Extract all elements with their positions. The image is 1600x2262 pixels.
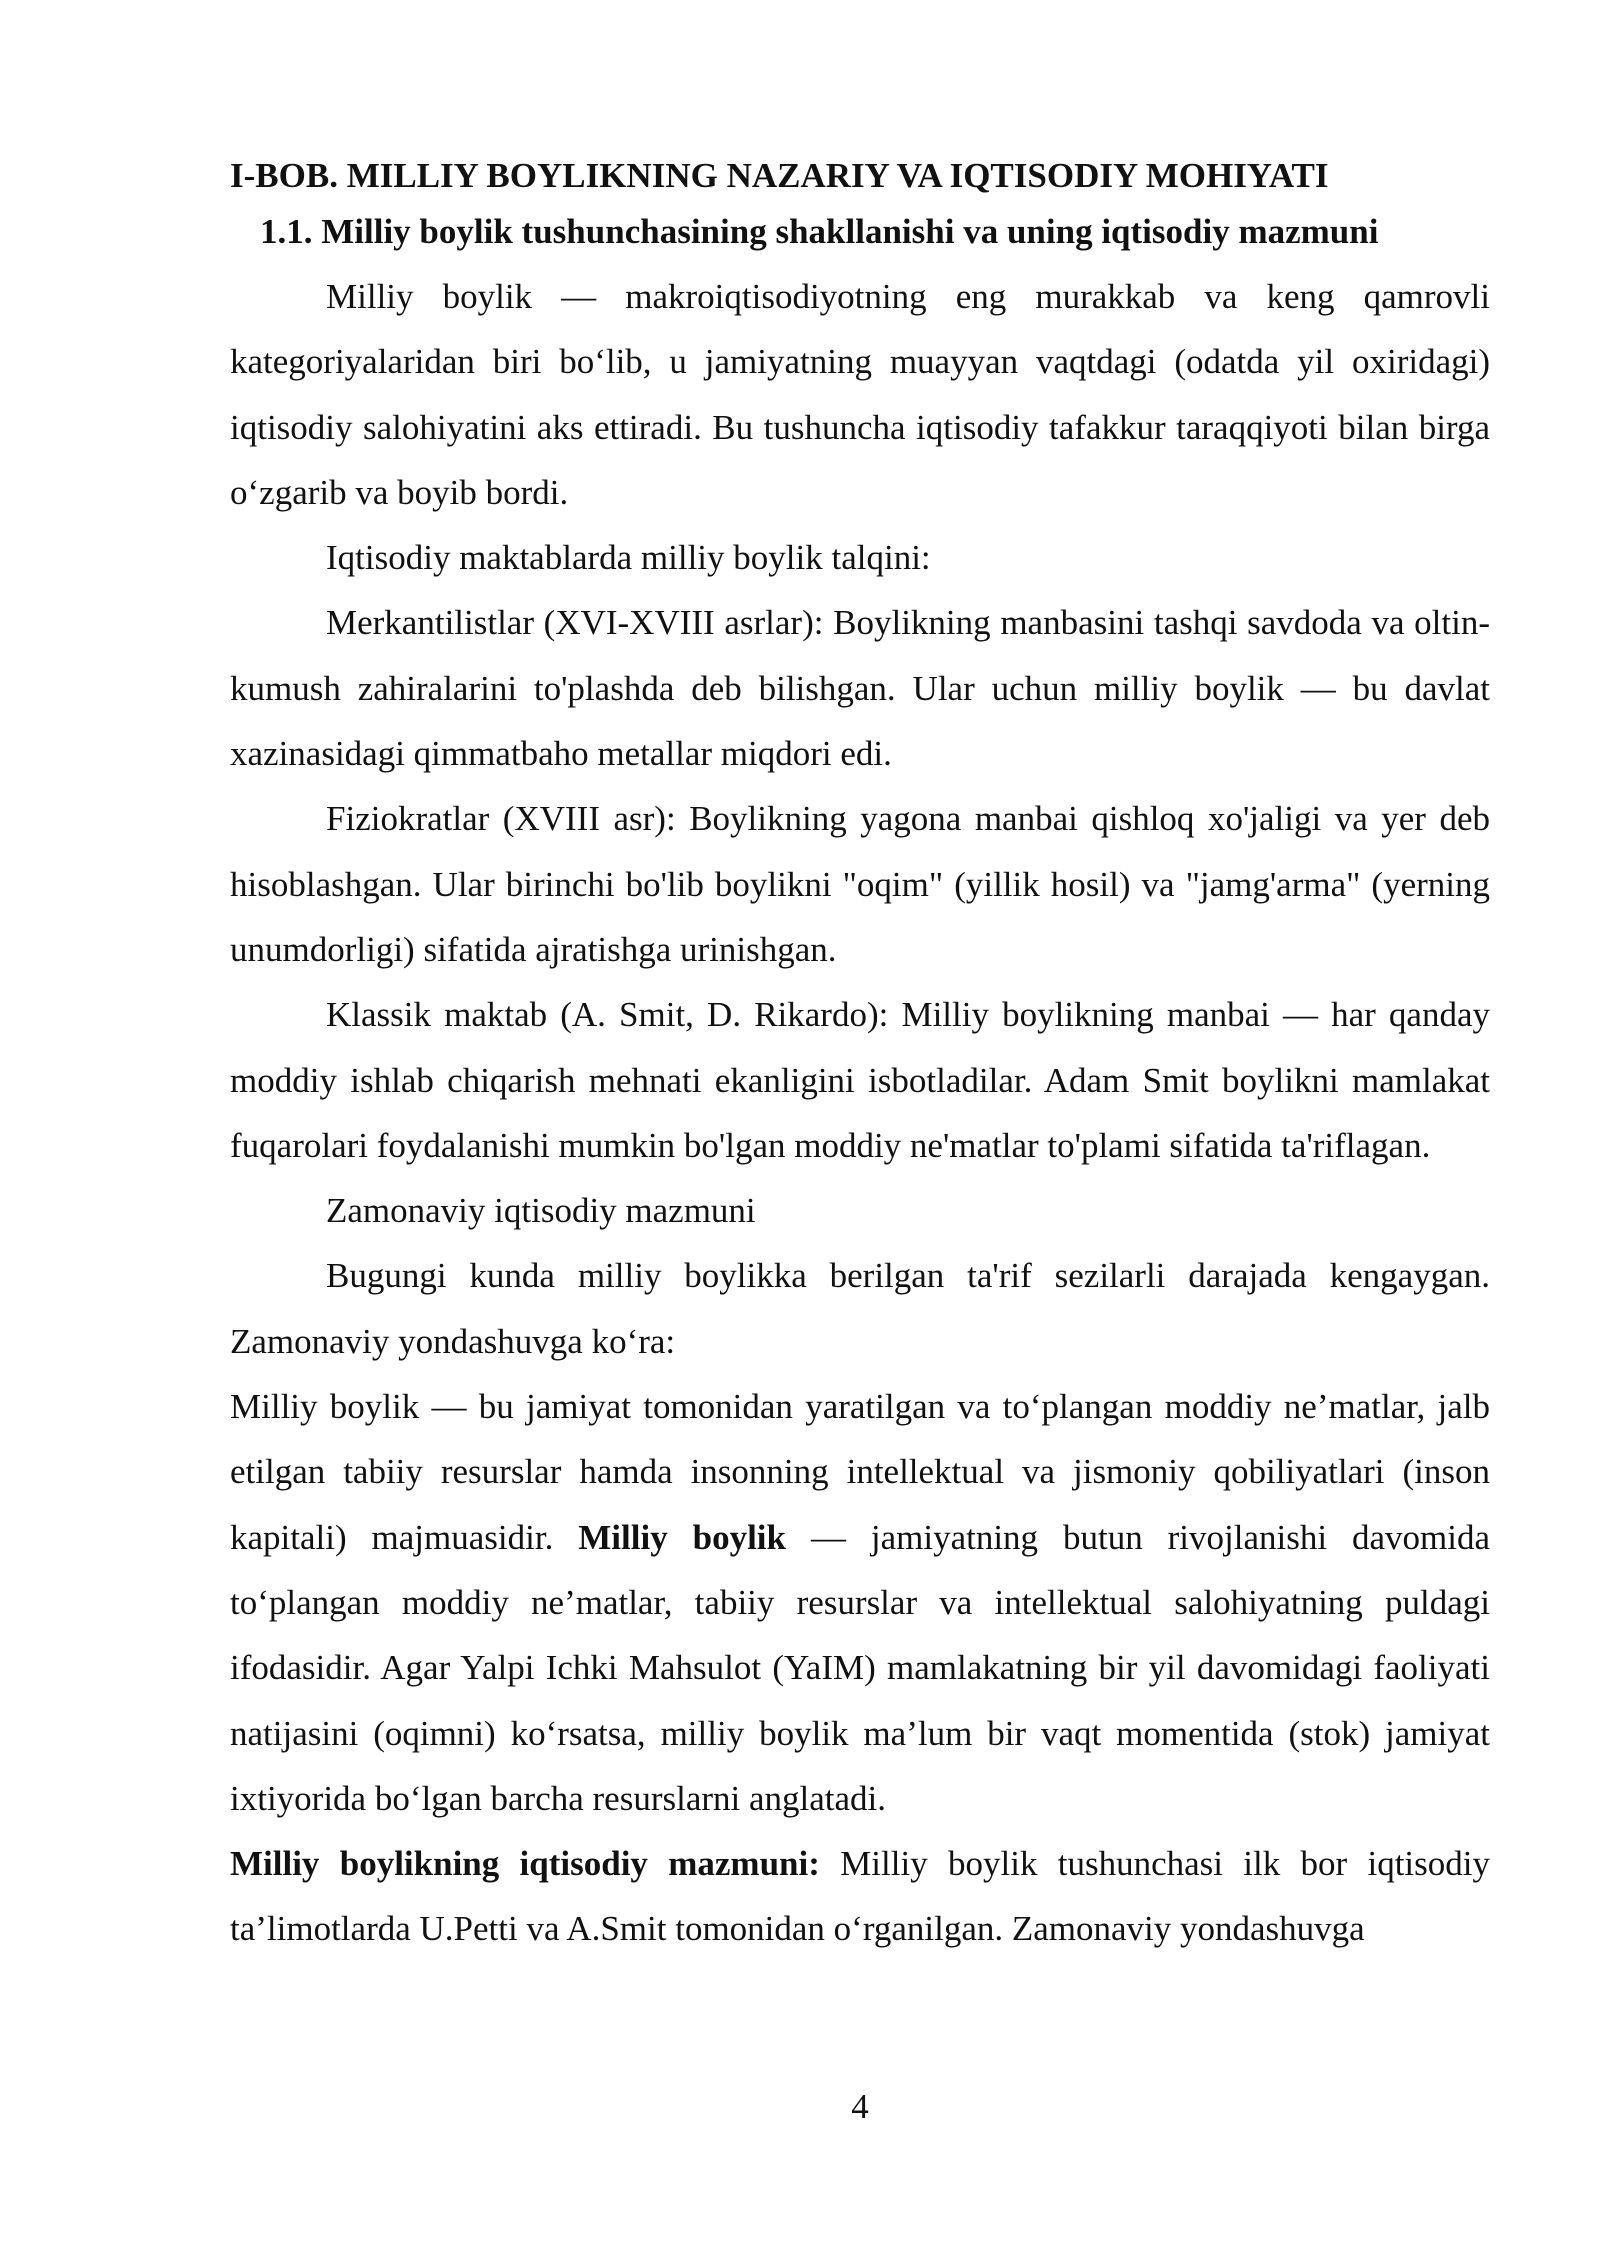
paragraph-national-wealth-text-b: — jamiyatning butun rivojlanishi davomida to‘plangan moddiy ne’matlar, tabiiy resurslar va intellektual salohiyatning puldagi ifodasidir. Agar Yalpi Ichki Mahsulot (YaIM) mamlakatning bir yil davomidagi faoliyati natijasini (oqimni) ko‘rsatsa, milliy boylik ma’lum bir vaqt momentida (stok) jamiyat ixtiyorida bo‘lgan barcha resurslarni anglatadi.: [230, 1517, 1491, 1818]
paragraph-economic-content-text: Milliy boylik tushunchasi ilk bor iqtisodiy ta’limotlarda U.Petti va A.Smit tomonidan o‘rganilgan. Zamonaviy yondashuvga: [230, 1844, 1490, 1949]
section-title: 1.1. Milliy boylik tushunchasining shakllanishi va uning iqtisodiy mazmuni: [260, 212, 1379, 251]
bold-term-milliy-boylik: Milliy boylik: [578, 1517, 787, 1557]
paragraph-modern-heading: Zamonaviy iqtisodiy mazmuni: [326, 1191, 756, 1231]
page-number: 4: [851, 2087, 869, 2126]
paragraph-mercantilists: Merkantilistlar (XVI-XVIII asrlar): Boylikning manbasini tashqi savdoda va oltin-kumush zahiralarini to'plashda deb bilishgan. Ular uchun milliy boylik — bu davlat xazinasidagi qimmatbaho metallar miqdori edi.: [230, 603, 1490, 774]
paragraph-modern-definition: Bugungi kunda milliy boylikka berilgan ta'rif sezilarli darajada kengaygan. Zamonaviy yondashuvga ko‘ra:: [230, 1256, 1490, 1361]
paragraph-economic-content: [230, 1831, 1490, 1962]
chapter-title: I-BOB. MILLIY BOYLIKNING NAZARIY VA IQTISODIY MOHIYATI: [230, 156, 1329, 195]
paragraph-definition: Milliy boylik — makroiqtisodiyotning eng murakkab va keng qamrovli kategoriyalaridan biri bo‘lib, u jamiyatning muayyan vaqtdagi (odatda yil oxiridagi) iqtisodiy salohiyatini aks ettiradi. Bu tushuncha iqtisodiy tafakkur taraqqiyoti bilan birga o‘zgarib va boyib bordi.: [230, 277, 1490, 512]
paragraph-classical-school: Klassik maktab (A. Smit, D. Rikardo): Milliy boylikning manbai — har qanday moddiy ishlab chiqarish mehnati ekanligini isbotladilar. Adam Smit boylikni mamlakat fuqarolari foydalanishi mumkin bo'lgan moddiy ne'matlar to'plami sifatida ta'riflagan.: [230, 995, 1490, 1165]
paragraph-physiocrats: Fiziokratlar (XVIII asr): Boylikning yagona manbai qishloq xo'jaligi va yer deb hisoblashgan. Ular birinchi bo'lib boylikni "oqim" (yillik hosil) va "jamg'arma" (yerning unumdorligi) sifatida ajratishga urinishgan.: [230, 799, 1490, 969]
document-page: [230, 148, 1490, 1962]
paragraph-schools-heading: Iqtisodiy maktablarda milliy boylik talqini:: [326, 538, 931, 578]
paragraph-national-wealth-text-a: Milliy boylik — bu jamiyat tomonidan yaratilgan va to‘plangan moddiy ne’matlar, jalb etilgan tabiiy resurslar hamda insonning intellektual va jismoniy qobiliyatlari (inson kapitali) majmuasidir.: [230, 1387, 1490, 1557]
bold-term-economic-content: Milliy boylikning iqtisodiy mazmuni:: [230, 1844, 820, 1884]
paragraph-national-wealth: [230, 1374, 1490, 1831]
